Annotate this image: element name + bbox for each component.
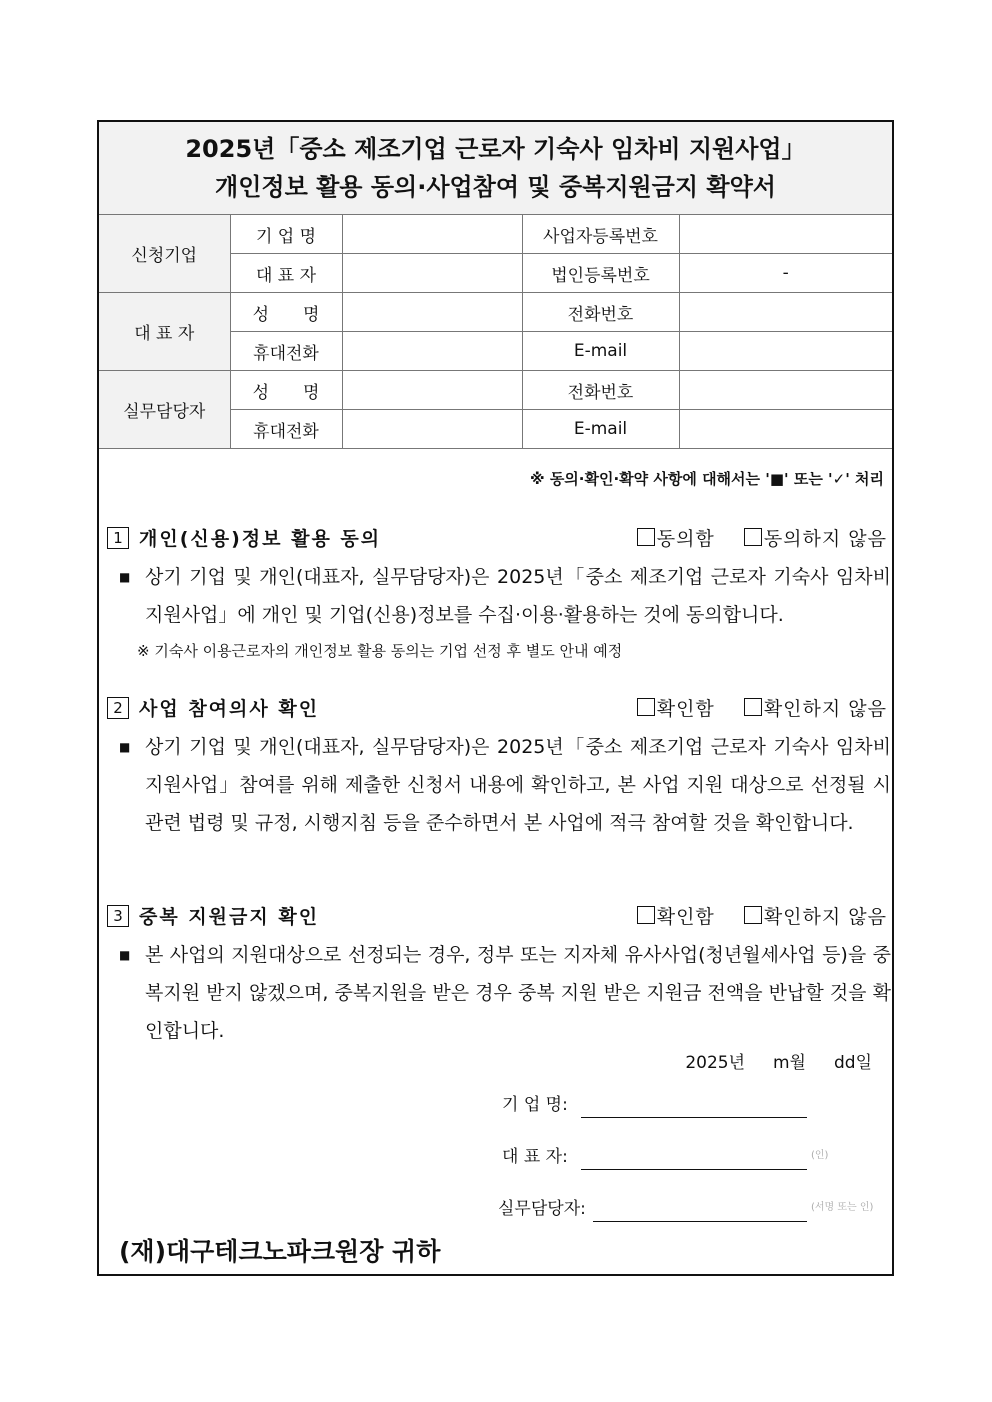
label-rep-mobile: 휴대전화 [230, 332, 342, 371]
section-3-decline-option[interactable] [744, 906, 887, 928]
sign-ceo-line[interactable] [581, 1168, 807, 1170]
addressee: (재)대구테크노파크원장 귀하 [119, 1237, 441, 1266]
document-title-line1: 2025년「중소 제조기업 근로자 기숙사 임차비 지원사업」 [185, 135, 806, 163]
section-1-statement [119, 558, 891, 634]
sign-ceo-label: 대 표 자: [502, 1147, 568, 1167]
field-ceo[interactable] [342, 254, 522, 293]
section-1-disagree-option[interactable] [744, 528, 887, 550]
section-1-header [107, 524, 887, 554]
checkbox-icon[interactable] [637, 698, 655, 716]
bullet-icon: ■ [119, 570, 131, 584]
label-staff-mobile: 휴대전화 [230, 410, 342, 449]
section-2-number: 2 [107, 697, 129, 719]
section-2-statement [119, 728, 891, 842]
checkbox-icon[interactable] [637, 528, 655, 546]
section-2-decline-option[interactable] [744, 698, 887, 720]
sign-staff-label: 실무담당자: [498, 1199, 586, 1219]
label-corp-reg-no: 법인등록번호 [522, 254, 679, 293]
group-applicant: 신청기업 [99, 215, 230, 293]
section-1-agree-label: 동의함 [656, 528, 715, 550]
label-staff-phone: 전화번호 [522, 371, 679, 410]
form-frame [97, 120, 894, 1276]
field-rep-name[interactable] [342, 293, 522, 332]
label-ceo: 대 표 자 [230, 254, 342, 293]
group-staff: 실무담당자 [99, 371, 230, 449]
field-staff-email[interactable] [679, 410, 892, 449]
sign-company-label: 기 업 명: [502, 1095, 568, 1115]
label-biz-reg-no: 사업자등록번호 [522, 215, 679, 254]
field-staff-mobile[interactable] [342, 410, 522, 449]
section-3-confirm-label: 확인함 [656, 906, 715, 928]
section-2-header [107, 694, 887, 724]
section-2-decline-label: 확인하지 않음 [763, 698, 887, 720]
field-biz-reg-no[interactable] [679, 215, 892, 254]
section-2-title: 사업 참여의사 확인 [139, 698, 320, 720]
field-rep-mobile[interactable] [342, 332, 522, 371]
staff-seal-mark: (서명 또는 인) [811, 1202, 874, 1213]
label-rep-name: 성 명 [230, 293, 342, 332]
field-rep-email[interactable] [679, 332, 892, 371]
check-instruction-note: ※ 동의·확인·확약 사항에 대해서는 '■' 또는 '✓' 처리 [530, 470, 884, 488]
field-staff-name[interactable] [342, 371, 522, 410]
section-1-title: 개인(신용)정보 활용 동의 [139, 528, 382, 550]
title-box [99, 122, 892, 215]
section-2-options [615, 694, 887, 721]
checkbox-icon[interactable] [744, 906, 762, 924]
section-3-title: 중복 지원금지 확인 [139, 906, 320, 928]
applicant-info-table [99, 214, 892, 449]
section-2-confirm-label: 확인함 [656, 698, 715, 720]
section-1-number: 1 [107, 527, 129, 549]
label-rep-email: E-mail [522, 332, 679, 371]
section-3-options [615, 902, 887, 929]
field-staff-phone[interactable] [679, 371, 892, 410]
ceo-seal-mark: (인) [811, 1150, 829, 1161]
section-1-agree-option[interactable] [637, 528, 715, 550]
section-3-number: 3 [107, 905, 129, 927]
date-year: 2025년 [685, 1053, 745, 1073]
date-day: dd일 [833, 1053, 872, 1073]
section-3-header [107, 902, 887, 932]
section-1-statement-text: 상기 기업 및 개인(대표자, 실무담당자)은 2025년「중소 제조기업 근로자 기숙사 임차비 지원사업」에 개인 및 기업(신용)정보를 수집·이용·활용하는 것에 동의합니다. [145, 566, 891, 626]
section-1-disagree-label: 동의하지 않음 [763, 528, 887, 550]
bullet-icon: ■ [119, 740, 131, 754]
checkbox-icon[interactable] [637, 906, 655, 924]
section-1-options [615, 524, 887, 551]
section-3-statement-text: 본 사업의 지원대상으로 선정되는 경우, 정부 또는 지자체 유사사업(청년월세사업 등)을 중복지원 받지 않겠으며, 중복지원을 받은 경우 중복 지원 받은 지원금 전액을 반납할 것을 확인합니다. [145, 944, 891, 1042]
signing-date [657, 1048, 872, 1073]
document-title-line2: 개인정보 활용 동의·사업참여 및 중복지원금지 확약서 [215, 173, 776, 201]
checkbox-icon[interactable] [744, 698, 762, 716]
section-3-confirm-option[interactable] [637, 906, 715, 928]
label-staff-email: E-mail [522, 410, 679, 449]
section-2-statement-text: 상기 기업 및 개인(대표자, 실무담당자)은 2025년「중소 제조기업 근로자 기숙사 임차비 지원사업」참여를 위해 제출한 신청서 내용에 확인하고, 본 사업 지원 대상으로 선정될 시 관련 법령 및 규정, 시행지침 등을 준수하면서 본 사업에 적극 참여할 것을 확인합니다. [145, 736, 891, 834]
section-3-decline-label: 확인하지 않음 [763, 906, 887, 928]
sign-company-line[interactable] [581, 1116, 807, 1118]
field-rep-phone[interactable] [679, 293, 892, 332]
bullet-icon: ■ [119, 948, 131, 962]
label-rep-phone: 전화번호 [522, 293, 679, 332]
field-company-name[interactable] [342, 215, 522, 254]
section-1-sub-note: ※ 기숙사 이용근로자의 개인정보 활용 동의는 기업 선정 후 별도 안내 예정 [137, 642, 623, 660]
section-3-statement [119, 936, 891, 1050]
label-company-name: 기 업 명 [230, 215, 342, 254]
checkbox-icon[interactable] [744, 528, 762, 546]
sign-staff-line[interactable] [593, 1220, 807, 1222]
field-corp-reg-no[interactable]: - [679, 254, 892, 293]
label-staff-name: 성 명 [230, 371, 342, 410]
group-representative: 대 표 자 [99, 293, 230, 371]
section-2-confirm-option[interactable] [637, 698, 715, 720]
date-month: m월 [773, 1053, 806, 1073]
